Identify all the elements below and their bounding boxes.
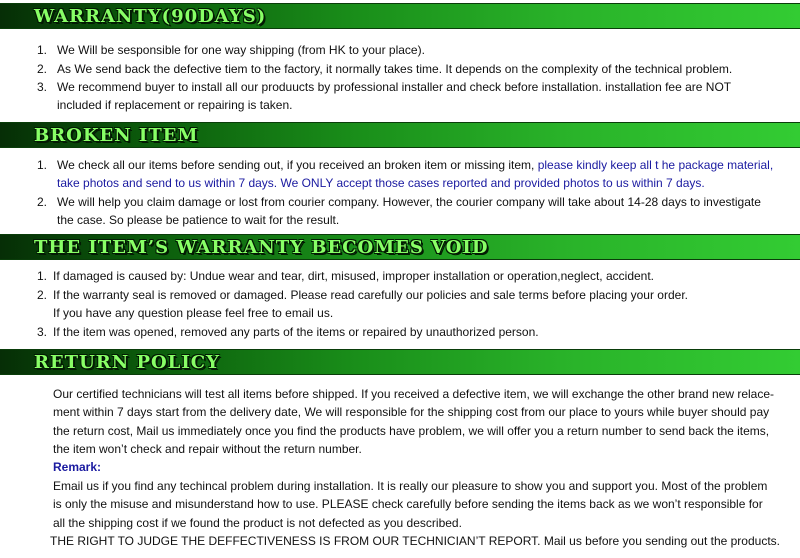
warranty-item-1-number: 1.: [37, 43, 48, 57]
warranty-title: WARRANTY(90DAYS): [34, 6, 267, 27]
broken-item-1-line1: [57, 157, 773, 173]
void-item-1-number: 1.: [37, 269, 48, 283]
void-item-3-text: If the item was opened, removed any parts of the items or repaired by unauthorized person.: [53, 325, 539, 339]
broken-item-1-highlight-line2: take photos and send to us within 7 days. We ONLY accept those cases reported and provided photos to us within 7 days.: [57, 176, 705, 190]
broken-item-1-text: We check all our items before sending out, if you received an broken item or missing item,: [57, 158, 535, 172]
return-paragraph-line2: ment within 7 days start from the delivery date, We will responsible for the shipping cost from our place to yours while buyer should pay: [53, 405, 770, 419]
remark-label: Remark:: [53, 460, 102, 474]
broken-item-2-text-line2: the case. So please be patience to wait for the result.: [57, 213, 340, 227]
remark-line3: all the shipping cost if we found the product is not defected as you described.: [53, 516, 462, 530]
return-policy-title: RETURN POLICY: [34, 352, 220, 373]
warranty-item-1-text: We Will be sesponsible for one way shipping (from HK to your place).: [57, 43, 425, 57]
broken-item-title: BROKEN ITEM: [34, 125, 199, 146]
broken-item-1-number: 1.: [37, 158, 48, 172]
warranty-item-2-number: 2.: [37, 62, 48, 76]
broken-item-header-bar: [0, 122, 800, 148]
warranty-item-3-number: 3.: [37, 80, 48, 94]
warranty-item-2-text: As We send back the defective tiem to the factory, it normally takes time. It depends on the complexity of the technical problem.: [57, 62, 733, 76]
void-item-2-text-line2: If you have any question please feel free to email us.: [53, 306, 334, 320]
return-paragraph-line1: Our certified technicians will test all items before shipped. If you received a defective item, we will exchange the other brand new relace-: [53, 387, 775, 401]
return-paragraph-line3: the return cost, Mail us immediately once you find the products have problem, we will offer you a return number to send back the items,: [53, 424, 770, 438]
warranty-item-3-text-line2: included if replacement or repairing is taken.: [57, 98, 293, 112]
broken-item-2-text-line1: We will help you claim damage or lost from courier company. However, the courier company will take about 14-28 days to investigate: [57, 195, 761, 209]
void-item-3-number: 3.: [37, 325, 48, 339]
return-paragraph-line4: the item won’t check and repair without the return number.: [53, 442, 362, 456]
warranty-void-title: THE ITEM’S WARRANTY BECOMES VOID: [34, 237, 489, 258]
broken-item-1-highlight: please kindly keep all t he package material,: [537, 158, 774, 172]
return-footer-notice: THE RIGHT TO JUDGE THE DEFFECTIVENESS IS FROM OUR TECHNICIAN’T REPORT. Mail us before you sending out the products.: [50, 534, 780, 548]
warranty-void-header-bar: [0, 234, 800, 260]
broken-item-2-number: 2.: [37, 195, 48, 209]
void-item-2-number: 2.: [37, 288, 48, 302]
warranty-item-3-text-line1: We recommend buyer to install all our produucts by professional installer and check before installation. installation fee are NOT: [57, 80, 732, 94]
return-policy-header-bar: [0, 349, 800, 375]
remark-line2: is only the misuse and misunderstand how to use. PLEASE check carefully before sending the items back as we won’t responsible for: [53, 497, 763, 511]
warranty-header-bar: [0, 3, 800, 29]
void-item-1-text: If damaged is caused by: Undue wear and tear, dirt, misused, improper installation or operation,neglect, accident.: [53, 269, 655, 283]
void-item-2-text-line1: If the warranty seal is removed or damaged. Please read carefully our policies and sale terms before placing your order.: [53, 288, 688, 302]
remark-line1: Email us if you find any techincal problem during installation. It is really our pleasure to show you and support you. Most of the problem: [53, 479, 768, 493]
